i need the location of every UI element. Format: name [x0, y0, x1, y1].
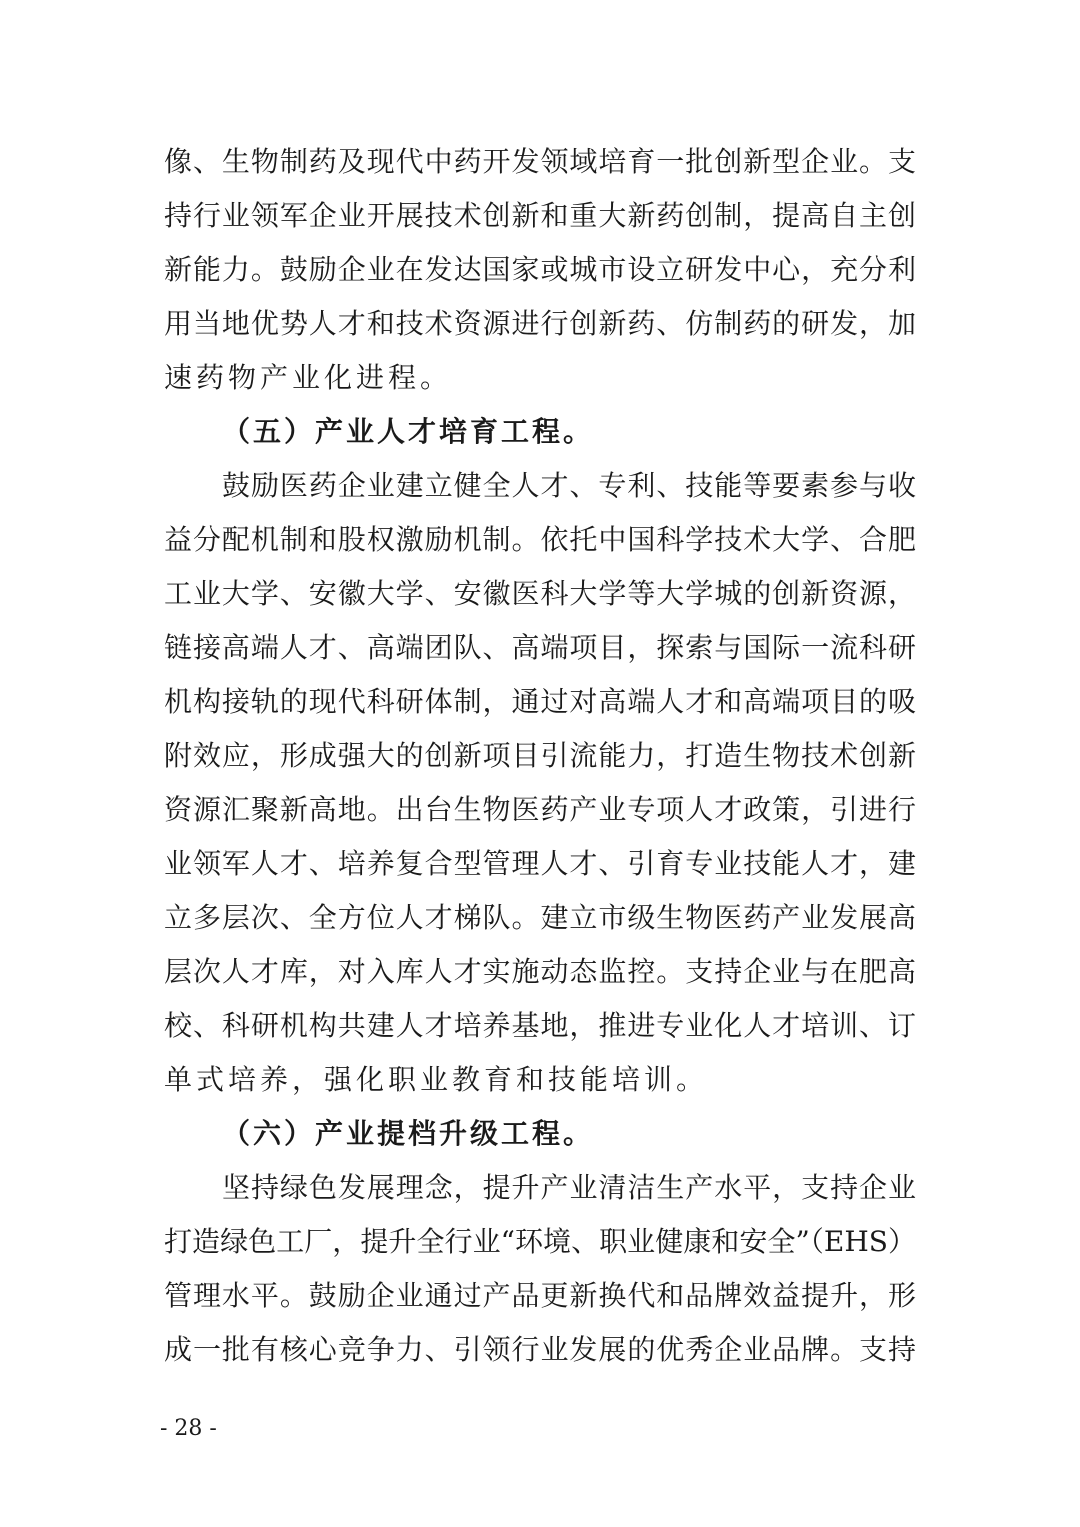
paragraph-1-line-3: 新能力。鼓励企业在发达国家或城市设立研发中心，充分利: [164, 253, 916, 286]
paragraph-2-line-12: 单式培养，强化职业教育和技能培训。: [164, 1063, 709, 1096]
paragraph-2-line-9: 立多层次、全方位人才梯队。建立市级生物医药产业发展高: [164, 901, 916, 934]
paragraph-3-line-4: 成一批有核心竞争力、引领行业发展的优秀企业品牌。支持: [164, 1333, 916, 1366]
paragraph-2-line-4: 链接高端人才、高端团队、高端项目，探索与国际一流科研: [164, 631, 916, 664]
paragraph-1-line-5: 速药物产业化进程。: [164, 361, 453, 394]
paragraph-2-line-6: 附效应，形成强大的创新项目引流能力，打造生物技术创新: [164, 739, 916, 772]
paragraph-2-line-8: 业领军人才、培养复合型管理人才、引育专业技能人才，建: [164, 847, 916, 880]
paragraph-2-line-10: 层次人才库，对入库人才实施动态监控。支持企业与在肥高: [164, 955, 916, 988]
paragraph-2-line-5: 机构接轨的现代科研体制，通过对高端人才和高端项目的吸: [164, 685, 916, 718]
paragraph-2-line-3: 工业大学、安徽大学、安徽医科大学等大学城的创新资源，: [164, 577, 916, 610]
paragraph-2-line-7: 资源汇聚新高地。出台生物医药产业专项人才政策，引进行: [164, 793, 916, 826]
paragraph-2-line-11: 校、科研机构共建人才培养基地，推进专业化人才培训、订: [164, 1009, 916, 1042]
section-heading-6: （六）产业提档升级工程。: [222, 1117, 595, 1150]
paragraph-1-line-1: 像、生物制药及现代中药开发领域培育一批创新型企业。支: [164, 145, 916, 178]
paragraph-1-line-4: 用当地优势人才和技术资源进行创新药、仿制药的研发，加: [164, 307, 916, 340]
paragraph-3-line-2: 打造绿色工厂，提升全行业“环境、职业健康和安全”（EHS）: [164, 1225, 916, 1258]
paragraph-2-line-1: 鼓励医药企业建立健全人才、专利、技能等要素参与收: [222, 469, 916, 502]
paragraph-3-line-1: 坚持绿色发展理念，提升产业清洁生产水平，支持企业: [222, 1171, 916, 1204]
section-heading-5: （五）产业人才培育工程。: [222, 415, 595, 448]
page-number: - 28 -: [160, 1416, 217, 1441]
paragraph-1-line-2: 持行业领军企业开展技术创新和重大新药创制，提高自主创: [164, 199, 916, 232]
paragraph-2-line-2: 益分配机制和股权激励机制。依托中国科学技术大学、合肥: [164, 523, 916, 556]
paragraph-3-line-3: 管理水平。鼓励企业通过产品更新换代和品牌效益提升，形: [164, 1279, 916, 1312]
